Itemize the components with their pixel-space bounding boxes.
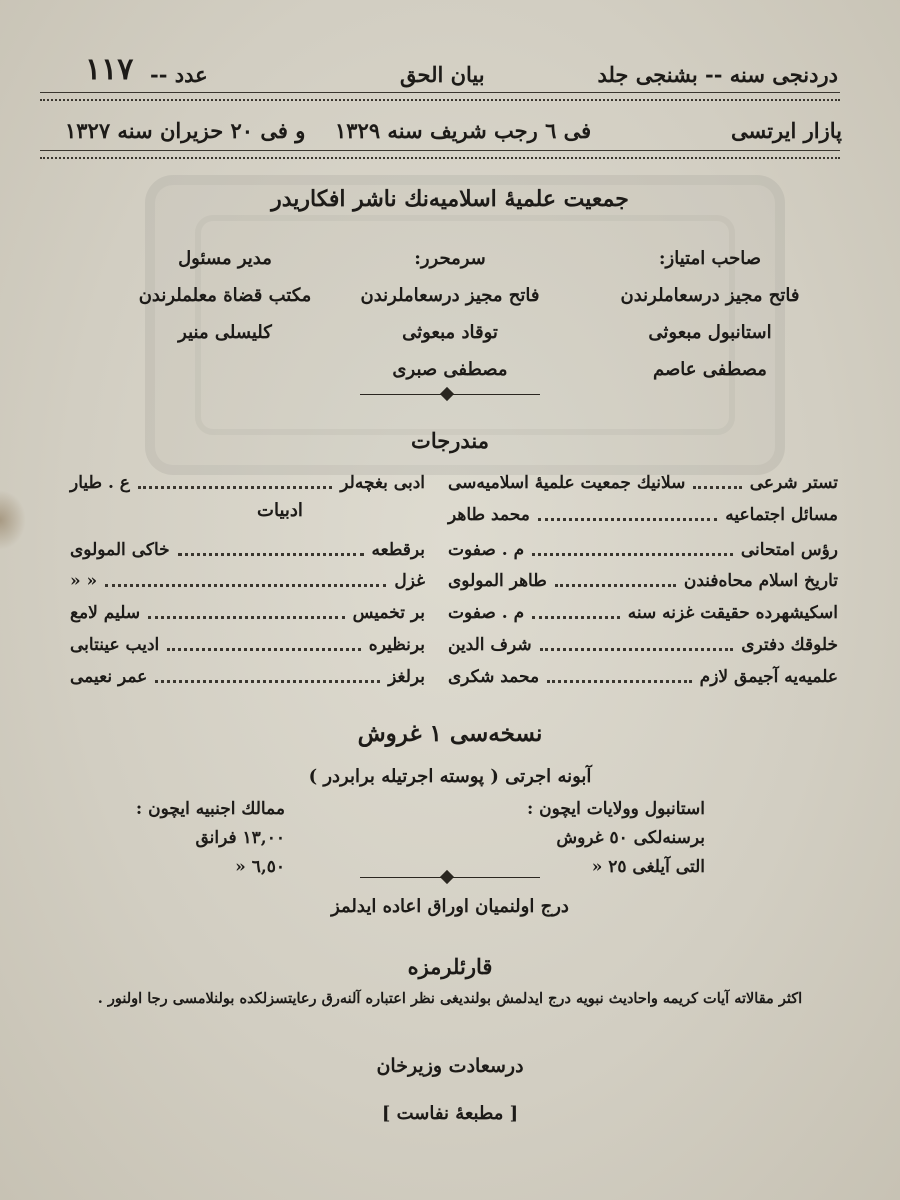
ornament-divider bbox=[360, 390, 540, 400]
director-role: مدیر مسئول bbox=[178, 248, 272, 269]
owner-name: مصطفی عاصم bbox=[653, 359, 767, 380]
issue-number: ١١٧ bbox=[85, 52, 134, 87]
editor-name: مصطفی صبری bbox=[392, 359, 508, 380]
owner-role: صاحب امتیاز: bbox=[658, 248, 762, 269]
journal-name: بيان الحق bbox=[400, 62, 485, 87]
toc-subheading: ادبیات bbox=[257, 500, 303, 521]
toc-item: ادبی بغچه‌لر ع . طیار bbox=[70, 473, 425, 493]
editor-affiliation: فاتح مجیز درسعاملرندن bbox=[360, 285, 540, 306]
editor-column bbox=[330, 240, 570, 388]
toc-item: تاریخ اسلام محاه‌فندن طاهر المولوی bbox=[448, 571, 838, 591]
toc-item: تستر شرعی سلانیك جمعیت علمیهٔ اسلامیه‌سی bbox=[448, 473, 838, 493]
hijri-date: فی ٦ رجب شریف سنه ١٣٢٩ bbox=[335, 118, 592, 143]
header-rule-bottom bbox=[40, 150, 840, 159]
issue-label: عدد -- bbox=[150, 62, 208, 87]
editor-role: سرمحرر: bbox=[414, 248, 486, 269]
director-affiliation: مكتب قضاة معلملرندن bbox=[138, 285, 312, 306]
readers-notice: اكثر مقالاته آیات كریمه واحادیث نبویه درج ایدلمش بولندیغی نظر اعتباره آلنه‌رق رعایتسزلكده بولنلامسی رجا اولنور . bbox=[97, 990, 803, 1007]
domestic-prices bbox=[527, 795, 705, 882]
toc-item: بر تخمیس سلیم لامع bbox=[70, 603, 425, 623]
readers-heading: قارئلرمزه bbox=[407, 954, 493, 979]
paper-stain bbox=[0, 490, 26, 550]
toc-item: برقطعه خاكی المولوی bbox=[70, 540, 425, 560]
foreign-prices bbox=[136, 795, 285, 882]
toc-item: علمیه‌یه آجیمق لازم محمد شكری bbox=[448, 667, 838, 687]
foreign-half-year: ٦,٥٠ « bbox=[235, 857, 285, 877]
volume-line: دردنجی سنه -- بشنجی جلد bbox=[597, 62, 838, 87]
editor-office: توقاد مبعوثی bbox=[402, 322, 498, 343]
no-return-notice: درج اولنمیان اوراق اعاده ایدلمز bbox=[331, 896, 569, 917]
owner-column bbox=[590, 240, 830, 388]
director-name: كلیسلی منیر bbox=[178, 322, 272, 343]
toc-item: برنظیره ادیب عینتابی bbox=[70, 635, 425, 655]
toc-item: اسكیشهرده حقیقت غزنه سنه م . صفوت bbox=[448, 603, 838, 623]
foreign-yearly: ١٣,٠٠ فرانق bbox=[195, 828, 285, 848]
domestic-heading: استانبول وولایات ایچون : bbox=[526, 799, 705, 819]
toc-item: رؤس امتحانی م . صفوت bbox=[448, 540, 838, 560]
ornament-divider bbox=[360, 873, 540, 883]
owner-office: استانبول مبعوثی bbox=[648, 322, 772, 343]
foreign-heading: ممالك اجنبیه ایچون : bbox=[135, 799, 285, 819]
domestic-yearly: برسنه‌لكی ٥٠ غروش bbox=[556, 828, 705, 848]
rumi-date: و فی ٢٠ حزیران سنه ١٣٢٧ bbox=[65, 118, 306, 143]
domestic-half-year: التی آیلغی ٢٥ « bbox=[591, 857, 705, 877]
toc-item: مسائل اجتماعیه محمد طاهر bbox=[448, 505, 838, 525]
toc-item: خلوقك دفتری شرف الدین bbox=[448, 635, 838, 655]
publication-place: درسعادت وزیرخان bbox=[376, 1055, 524, 1077]
toc-item: غزل « « bbox=[70, 571, 425, 591]
director-column bbox=[105, 240, 345, 351]
printer-name: [ مطبعهٔ نفاست ] bbox=[381, 1103, 519, 1124]
owner-affiliation: فاتح مجیز درسعاملرندن bbox=[620, 285, 800, 306]
journal-subtitle: جمعیت علمیهٔ اسلامیه‌نك ناشر افكاریدر bbox=[271, 186, 629, 212]
toc-item: برلغز عمر نعیمی bbox=[70, 667, 425, 687]
copy-price: نسخه‌سی ١ غروش bbox=[357, 720, 543, 747]
weekday: پازار ایرتسی bbox=[730, 118, 842, 143]
subscription-heading: آبونه اجرتی ( پوسته اجرتیله برابردر ) bbox=[308, 766, 592, 787]
toc-heading: مندرجات bbox=[411, 428, 489, 453]
header-rule-top bbox=[40, 92, 840, 101]
